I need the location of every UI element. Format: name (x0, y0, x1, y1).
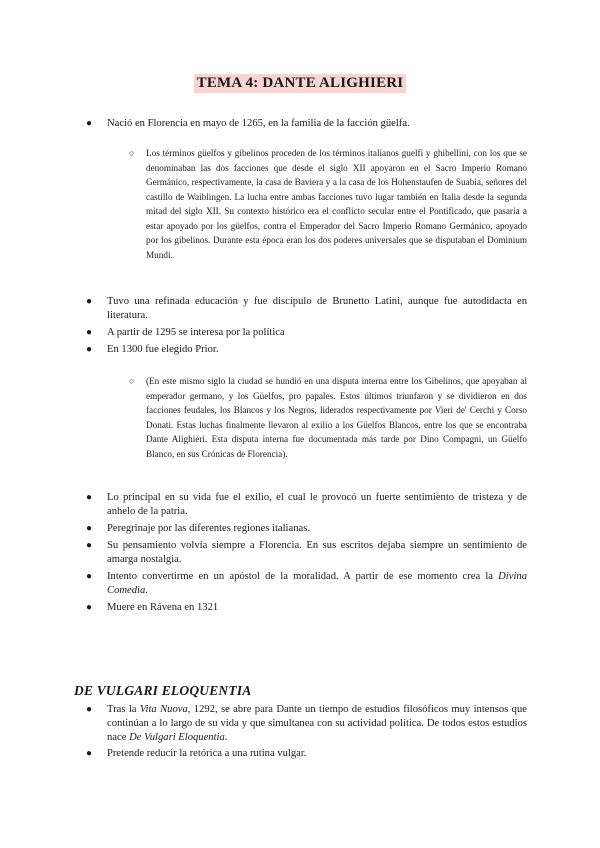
sub-list-item (129, 146, 527, 262)
bullet-icon: ● (86, 492, 93, 503)
list-item (86, 539, 527, 567)
sub-list-item (129, 374, 527, 461)
title-text: TEMA 4: DANTE ALIGHIERI (194, 74, 407, 93)
punctuation: . (224, 732, 228, 743)
bullet-icon: ● (86, 748, 93, 759)
work-title: Divina Comedia (107, 571, 527, 596)
list-item (86, 117, 527, 131)
section1-items-2-4 (86, 295, 527, 357)
work-title: Vita Nuova (139, 704, 188, 715)
list-item-text: Intento convertirme en un apóstol de la moralidad. A partir de ese momento crea la (107, 571, 493, 582)
list-item (86, 522, 527, 536)
list-item (86, 570, 527, 598)
sub-list-item-text: (En este mismo siglo la ciudad se hundió en una disputa interna entre los Gibelinos, que apoyaban al emperador germano, y los Güelfos, pro papales. Estos últimos triunfaron y se dividieron en dos facciones feudales, los Blancos y los Negros, liderados respectivamente por Vieri de' Cerchi y Corso Donati. Estas luchas finalmente llevaron al exilio a los Güelfos Blancos, entre los que se encontraba Dante Alighieri. Esta disputa interna fue documentada más tarde por Dino Compagni, un Güelfo Blanco, en sus Crónicas de Florencia). (146, 376, 527, 459)
list-item (86, 343, 527, 357)
bullet-icon: ● (86, 540, 93, 551)
section1-subitem-2 (129, 374, 527, 461)
list-item (86, 601, 527, 615)
list-item-text: A partir de 1295 se interesa por la política (107, 327, 285, 338)
list-item-text: Pretende reducir la retórica a una rutina vulgar. (107, 748, 307, 759)
section1-items-5-9 (86, 491, 527, 615)
bullet-icon: ● (86, 327, 93, 338)
list-item (86, 491, 527, 519)
list-item-text: En 1300 fue elegido Prior. (107, 344, 219, 355)
bullet-icon: ● (86, 571, 93, 582)
bullet-icon: ● (86, 523, 93, 534)
list-item (86, 703, 527, 745)
section1-subitem-1 (129, 146, 527, 262)
list-item-text: Su pensamiento volvía siempre a Florencia. En sus escritos dejaba siempre un sentimiento de amarga nostalgia. (107, 540, 527, 565)
list-item (86, 747, 527, 761)
list-item-text: , 1292, se abre para Dante un tiempo de estudios filosóficos muy intensos que continúan a lo largo de su vida y que simultanea con su actividad política. De todos estos estudios nace (107, 704, 527, 743)
list-item (86, 326, 527, 340)
bullet-icon: ● (86, 344, 93, 355)
list-item-text: Muere en Rávena en 1321 (107, 602, 219, 613)
list-item-text: Tras la (107, 704, 140, 715)
bullet-icon: ● (86, 704, 93, 715)
bullet-icon: ● (86, 296, 93, 307)
circle-bullet-icon: ○ (129, 148, 135, 158)
section-heading: DE VULGARI ELOQUENTIA (74, 683, 252, 698)
section1-item-1 (86, 117, 527, 131)
list-item-text: Nació en Florencia en mayo de 1265, en la familia de la facción güelfa. (107, 118, 410, 129)
bullet-icon: ● (86, 602, 93, 613)
work-title: De Vulgari Eloquentia (129, 732, 225, 743)
list-item-text: Tuvo una refinada educación y fue discípulo de Brunetto Latini, aunque fue autodidacta en literatura. (107, 296, 527, 321)
bullet-icon: ● (86, 118, 93, 129)
list-item-text: Lo principal en su vida fue el exilio, el cual le provocó un fuerte sentimiento de tristeza y de anhelo de la patria. (107, 492, 527, 517)
circle-bullet-icon: ○ (129, 376, 135, 386)
section2-items (86, 703, 527, 761)
page-title (0, 74, 600, 93)
list-item-text: Peregrinaje por las diferentes regiones italianas. (107, 523, 310, 534)
sub-list-item-text: Los términos güelfos y gibelinos proceden de los términos italianos guelfi y ghibellini, con los que se denominaban las dos facciones que desde el siglo XII apoyaron en el Sacro Imperio Romano Germánico, respectivamente, la casa de Baviera y a la casa de los Hohenstaufen de Suabia, señores del castillo de Waiblingen. La lucha entre ambas facciones tuvo lugar también en Italia desde la segunda mitad del siglo XII. Su contexto histórico era el conflicto secular entre el Pontificado, que pasaría a estar apoyado por los güelfos, contra el Emperador del Sacro Imperio Romano Germánico, apoyado por los gibelinos. Durante esta época eran los dos poderes universales que se disputaban el Dominium Mundi. (146, 148, 527, 260)
punctuation: . (145, 585, 148, 596)
list-item (86, 295, 527, 323)
